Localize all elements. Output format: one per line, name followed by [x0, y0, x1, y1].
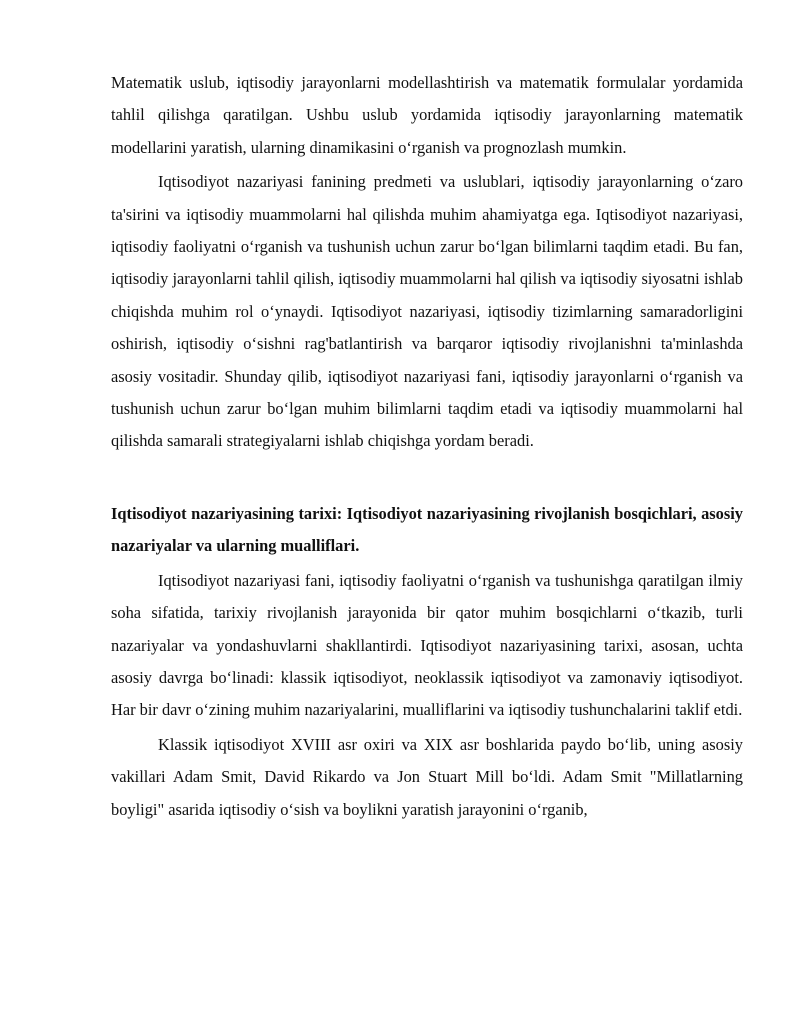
section-heading: Iqtisodiyot nazariyasining tarixi: Iqtisodiyot nazariyasining rivojlanish bosqichlari, asosiy nazariyalar va ularning mualliflari.: [111, 503, 743, 556]
paragraph-classical-economics: Klassik iqtisodiyot XVIII asr oxiri va XIX asr boshlarida paydo bo‘lib, uning asosiy vakillari Adam Smit, David Rikardo va Jon Stuart Mill bo‘ldi. Adam Smit "Millatlarning boyligi" asarida iqtisodiy o‘sish va boylikni yaratish jarayonini o‘rganib,: [111, 734, 743, 819]
paragraph-history-overview: Iqtisodiyot nazariyasi fani, iqtisodiy faoliyatni o‘rganish va tushunishga qaratilgan ilmiy soha sifatida, tarixiy rivojlanish jarayonida bir qator muhim bosqichlarni o‘tkazib, turli nazariyalar va yondashuvlarni shakllantirdi. Iqtisodiyot nazariyasining tarixi, asosan, uchta asosiy davrga bo‘linadi: klassik iqtisodiyot, neoklassik iqtisodiyot va zamonaviy iqtisodiyot. Har bir davr o‘zining muhim nazariyalarini, mualliflarini va iqtisodiy tushunchalarini taklif etdi.: [111, 570, 743, 720]
paragraph-subject-and-methods: Iqtisodiyot nazariyasi fanining predmeti va uslublari, iqtisodiy jarayonlarning o‘zaro ta'sirini va iqtisodiy muammolarni hal qilishda muhim ahamiyatga ega. Iqtisodiyot nazariyasi, iqtisodiy faoliyatni o‘rganish va tushunish uchun zarur bo‘lgan bilimlarni taqdim etadi. Bu fan, iqtisodiy jarayonlarni tahlil qilish, iqtisodiy muammolarni hal qilish va iqtisodiy siyosatni ishlab chiqishda muhim rol o‘ynaydi. Iqtisodiyot nazariyasi, iqtisodiy tizimlarning samaradorligini oshirish, iqtisodiy o‘sishni rag'batlantirish va barqaror iqtisodiy rivojlanishni ta'minlashda asosiy vositadir. Shunday qilib, iqtisodiyot nazariyasi fani, iqtisodiy jarayonlarni o‘rganish va tushunish uchun zarur bo‘lgan muhim bilimlarni taqdim etadi va iqtisodiy muammolarni hal qilishda samarali strategiyalarni ishlab chiqishga yordam beradi.: [111, 172, 743, 451]
paragraph-mathematical-method: Matematik uslub, iqtisodiy jarayonlarni modellashtirish va matematik formulalar yordamida tahlil qilishga qaratilgan. Ushbu uslub yordamida iqtisodiy jarayonlarning matematik modellarini yaratish, ularning dinamikasini o‘rganish va prognozlash mumkin.: [111, 73, 743, 157]
document-page: [111, 67, 743, 828]
